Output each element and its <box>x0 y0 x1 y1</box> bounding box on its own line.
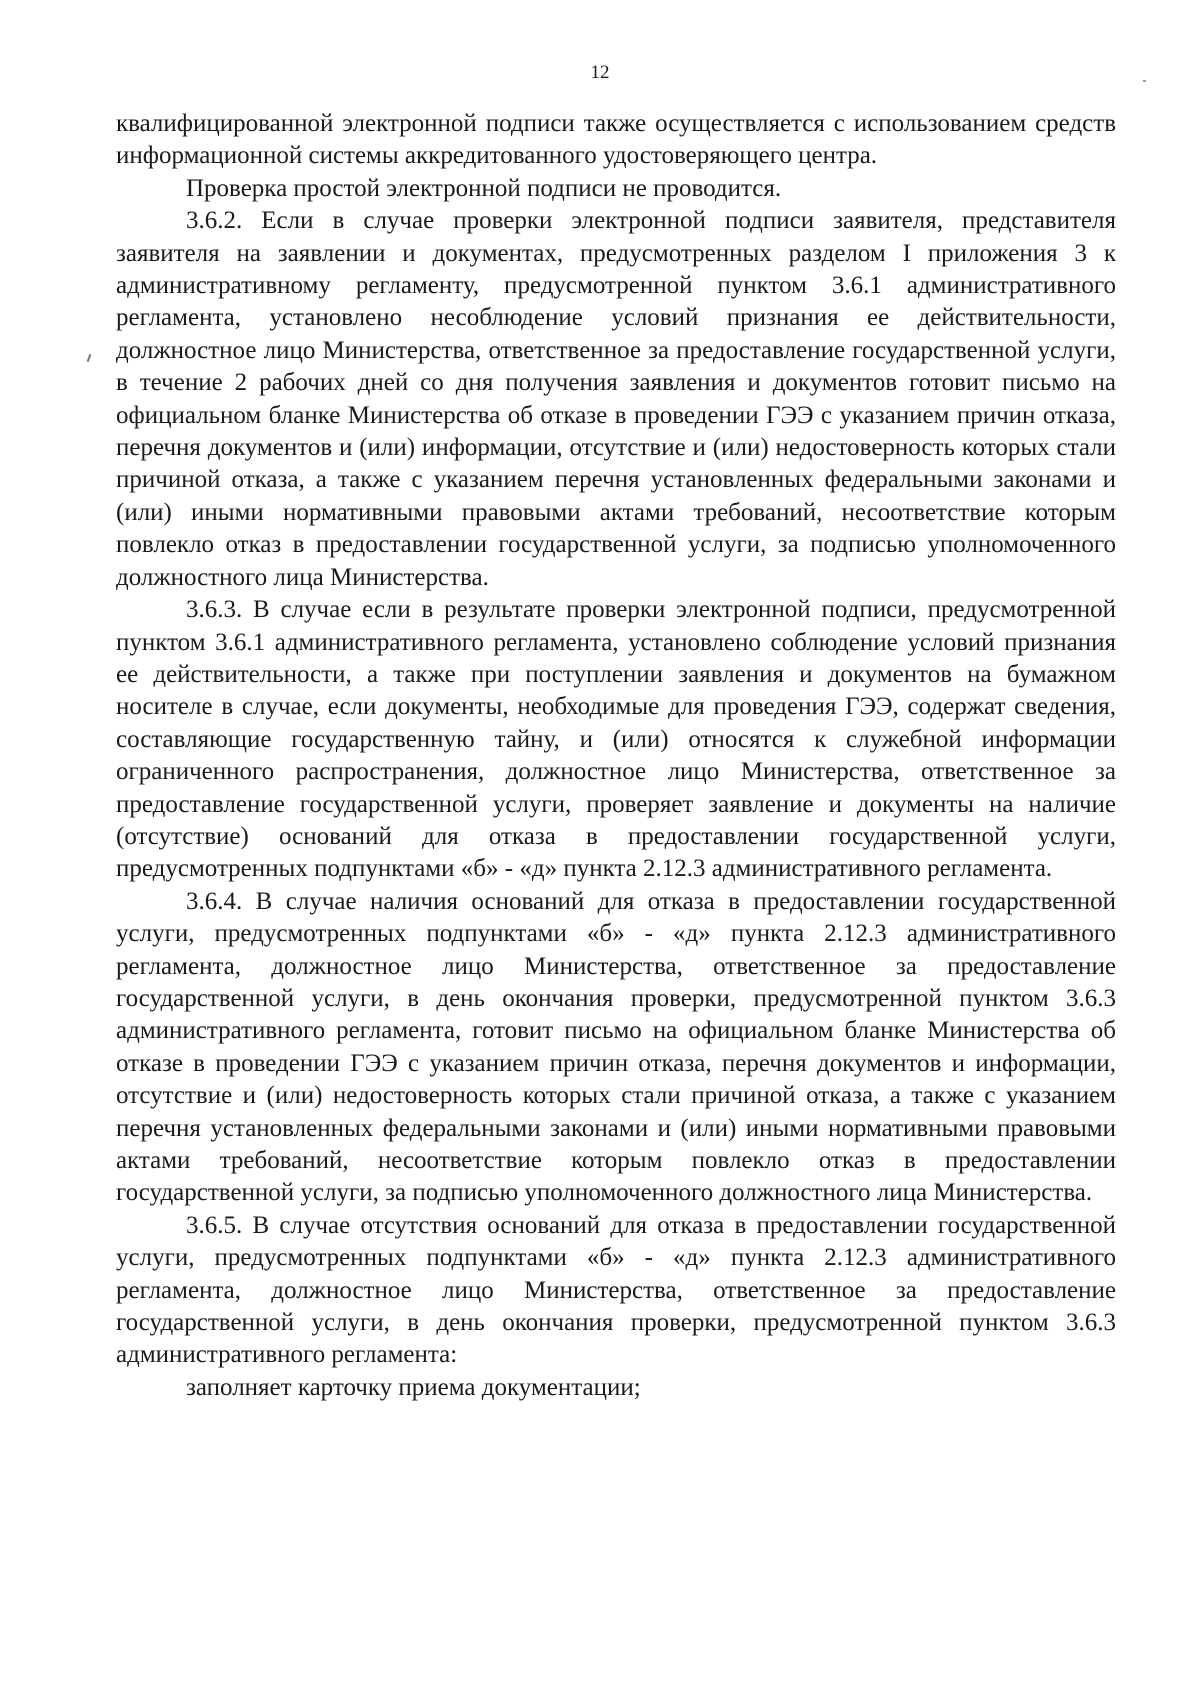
paragraph-simple-signature: Проверка простой электронной подписи не проводится. <box>186 174 782 202</box>
document-body <box>116 108 1116 1404</box>
page-number: 12 <box>590 62 610 83</box>
paragraph-fill-card: заполняет карточку приема документации; <box>186 1373 641 1401</box>
scan-artifact <box>87 354 92 362</box>
paragraph-3-6-5: 3.6.5. В случае отсутствия оснований для отказа в предоставлении государственной услуги, предусмотренных подпунктами «б» - «д» пункта 2.12.3 административного регламента, должностное лицо Министерства, ответственное за предоставление государственной услуги, в день окончания проверки, предусмотренной пунктом 3.6.3 административного регламента: <box>116 1211 1116 1369</box>
paragraph-3-6-2: 3.6.2. Если в случае проверки электронной подписи заявителя, представителя заявителя на заявлении и документах, предусмотренных разделом I приложения 3 к административному регламенту, предусмотренной пунктом 3.6.1 административного регламента, установлено несоблюдение условий признания ее действительности, должностное лицо Министерства, ответственное за предоставление государственной услуги, в течение 2 рабочих дней со дня получения заявления и документов готовит письмо на официальном бланке Министерства об отказе в проведении ГЭЭ с указанием причин отказа, перечня документов и (или) информации, отсутствие и (или) недостоверность которых стали причиной отказа, а также с указанием перечня установленных федеральными законами и (или) иными нормативными правовыми актами требований, несоответствие которым повлекло отказ в предоставлении государственной услуги, за подписью уполномоченного должностного лица Министерства. <box>116 207 1116 591</box>
paragraph-3-6-4: 3.6.4. В случае наличия оснований для отказа в предоставлении государственной услуги, предусмотренных подпунктами «б» - «д» пункта 2.12.3 административного регламента, должностное лицо Министерства, ответственное за предоставление государственной услуги, в день окончания проверки, предусмотренной пунктом 3.6.3 административного регламента, готовит письмо на официальном бланке Министерства об отказе в проведении ГЭЭ с указанием причин отказа, перечня документов и информации, отсутствие и (или) недостоверность которых стали причиной отказа, а также с указанием перечня установленных федеральными законами и (или) иными нормативными правовыми актами требований, несоответствие которым повлекло отказ в предоставлении государственной услуги, за подписью уполномоченного должностного лица Министерства. <box>116 887 1116 1207</box>
paragraph-continuation: квалифицированной электронной подписи также осуществляется с использованием средств информационной системы аккредитованного удостоверяющего центра. <box>116 110 1116 170</box>
paragraph-3-6-3: 3.6.3. В случае если в результате проверки электронной подписи, предусмотренной пунктом 3.6.1 административного регламента, установлено соблюдение условий признания ее действительности, а также при поступлении заявления и документов на бумажном носителе в случае, если документы, необходимые для проведения ГЭЭ, содержат сведения, составляющие государственную тайну, и (или) относятся к служебной информации ограниченного распространения, должностное лицо Министерства, ответственное за предоставление государственной услуги, проверяет заявление и документы на наличие (отсутствие) оснований для отказа в предоставлении государственной услуги, предусмотренных подпунктами «б» - «д» пункта 2.12.3 административного регламента. <box>116 596 1116 883</box>
